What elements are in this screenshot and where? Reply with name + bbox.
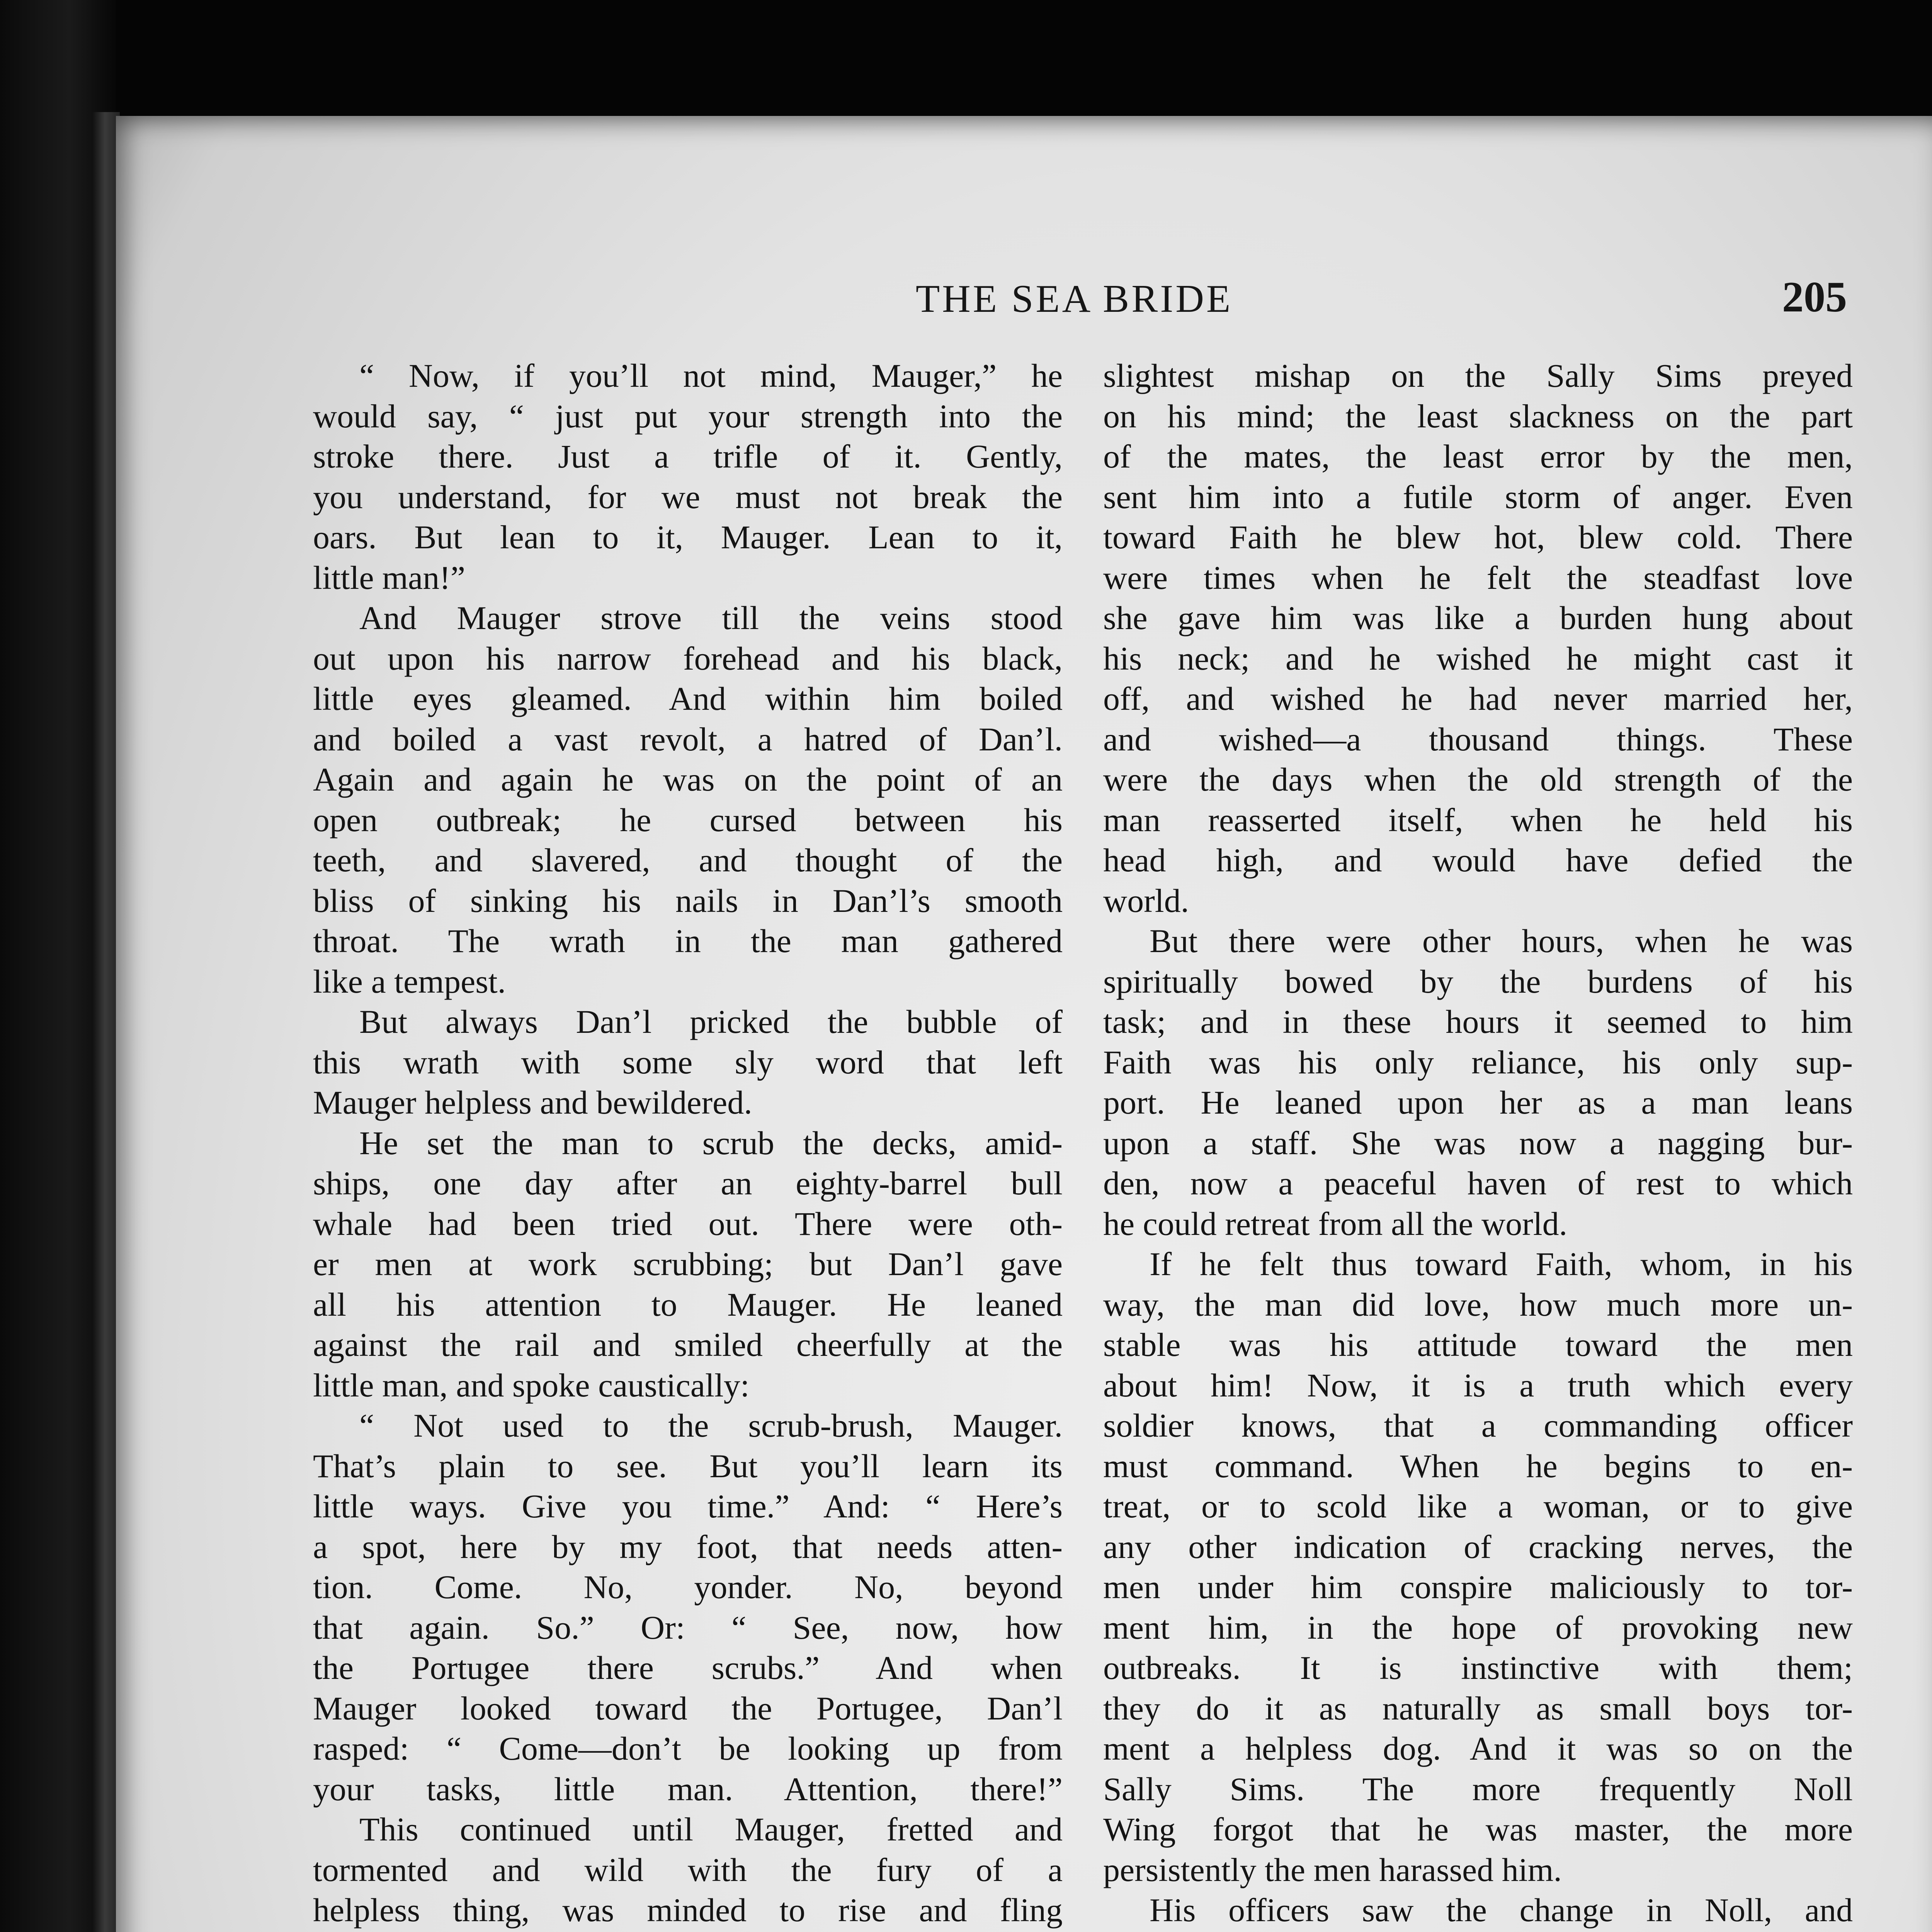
text-line: way, the man did love, how much more un- (1103, 1286, 1853, 1323)
text-line: er men at work scrubbing; but Dan’l gave (313, 1245, 1063, 1282)
text-line: little eyes gleamed. And within him boiled (313, 680, 1063, 717)
text-line: whale had been tried out. There were oth- (313, 1205, 1063, 1242)
text-line: Mauger helpless and bewildered. (313, 1084, 752, 1121)
text-column-left (313, 355, 1063, 1932)
text-line: But always Dan’l pricked the bubble of (359, 1003, 1063, 1040)
text-line: would say, “ just put your strength into the (313, 397, 1063, 435)
text-line: little ways. Give you time.” And: “ Here’s (313, 1488, 1063, 1525)
text-line: ment him, in the hope of provoking new (1103, 1609, 1853, 1646)
text-line: His officers saw the change in Noll, and (1150, 1891, 1853, 1929)
text-line: about him! Now, it is a truth which every (1103, 1366, 1853, 1404)
running-title: THE SEA BRIDE (915, 277, 1233, 321)
text-line: teeth, and slavered, and thought of the (313, 842, 1063, 879)
text-line: stroke there. Just a trifle of it. Gently, (313, 438, 1063, 475)
text-line: of the mates, the least error by the men, (1103, 438, 1853, 475)
text-line: soldier knows, that a commanding officer (1103, 1407, 1853, 1444)
text-line: like a tempest. (313, 963, 506, 1000)
text-line: head high, and would have defied the (1103, 842, 1853, 879)
text-line: Wing forgot that he was master, the more (1103, 1811, 1853, 1848)
text-line: task; and in these hours it seemed to him (1103, 1003, 1853, 1040)
text-line: “ Not used to the scrub-brush, Mauger. (359, 1407, 1063, 1444)
text-line: Again and again he was on the point of an (313, 761, 1063, 798)
text-line: your tasks, little man. Attention, there!” (313, 1770, 1063, 1808)
text-line: you understand, for we must not break the (313, 478, 1063, 515)
text-line: off, and wished he had never married her, (1103, 680, 1853, 717)
text-line: he could retreat from all the world. (1103, 1205, 1568, 1242)
text-line: outbreaks. It is instinctive with them; (1103, 1649, 1853, 1686)
text-line: man reasserted itself, when he held his (1103, 801, 1853, 838)
text-line: slightest mishap on the Sally Sims preyed (1103, 357, 1853, 394)
text-line: port. He leaned upon her as a man leans (1103, 1084, 1853, 1121)
text-line: little man!” (313, 559, 466, 596)
text-line: open outbreak; he cursed between his (313, 801, 1063, 838)
text-line: den, now a peaceful haven of rest to which (1103, 1165, 1853, 1202)
text-line: toward Faith he blew hot, blew cold. There (1103, 519, 1853, 556)
text-line: And Mauger strove till the veins stood (359, 599, 1063, 636)
text-line: all his attention to Mauger. He leaned (313, 1286, 1063, 1323)
text-line: any other indication of cracking nerves, the (1103, 1528, 1853, 1565)
text-line: He set the man to scrub the decks, amid- (359, 1124, 1063, 1162)
text-column-right (1103, 355, 1853, 1932)
text-line: this wrath with some sly word that left (313, 1043, 1063, 1081)
text-line: the Portugee there scrubs.” And when (313, 1649, 1063, 1686)
text-line: spiritually bowed by the burdens of his (1103, 963, 1853, 1000)
text-line: “ Now, if you’ll not mind, Mauger,” he (359, 357, 1063, 394)
text-line (1103, 1930, 1853, 1932)
text-line: were the days when the old strength of the (1103, 761, 1853, 798)
text-line: persistently the men harassed him. (1103, 1851, 1562, 1888)
text-line: Sally Sims. The more frequently Noll (1103, 1770, 1853, 1808)
text-line: This continued until Mauger, fretted and (359, 1811, 1063, 1848)
text-line: Mauger looked toward the Portugee, Dan’l (313, 1689, 1063, 1727)
text-line: That’s plain to see. But you’ll learn its (313, 1447, 1063, 1485)
text-line: on his mind; the least slackness on the part (1103, 397, 1853, 435)
page-number: 205 (1782, 273, 1847, 321)
text-line (313, 1930, 1063, 1932)
text-line: she gave him was like a burden hung about (1103, 599, 1853, 636)
text-line: his neck; and he wished he might cast it (1103, 639, 1853, 677)
text-line: stable was his attitude toward the men (1103, 1326, 1853, 1363)
text-line: Faith was his only reliance, his only sup- (1103, 1043, 1853, 1081)
text-line: helpless thing, was minded to rise and fling (313, 1891, 1063, 1929)
text-line: rasped: “ Come—don’t be looking up from (313, 1730, 1063, 1767)
text-line: oars. But lean to it, Mauger. Lean to it, (313, 519, 1063, 556)
text-line: men under him conspire maliciously to tor- (1103, 1568, 1853, 1605)
text-line: were times when he felt the steadfast love (1103, 559, 1853, 596)
text-line: that again. So.” Or: “ See, now, how (313, 1609, 1063, 1646)
text-line: sent him into a futile storm of anger. Even (1103, 478, 1853, 515)
text-line: ment a helpless dog. And it was so on the (1103, 1730, 1853, 1767)
text-line: little man, and spoke caustically: (313, 1366, 750, 1404)
text-line: upon a staff. She was now a nagging bur- (1103, 1124, 1853, 1162)
text-line: and wished—a thousand things. These (1103, 720, 1853, 758)
running-head (301, 272, 1847, 327)
text-line: But there were other hours, when he was (1150, 922, 1853, 959)
text-line: throat. The wrath in the man gathered (313, 922, 1063, 959)
text-line: out upon his narrow forehead and his black, (313, 639, 1063, 677)
text-line: bliss of sinking his nails in Dan’l’s smooth (313, 882, 1063, 919)
text-line: If he felt thus toward Faith, whom, in his (1150, 1245, 1853, 1282)
text-line: and boiled a vast revolt, a hatred of Dan’l. (313, 720, 1063, 758)
text-line: a spot, here by my foot, that needs atten- (313, 1528, 1063, 1565)
text-line: against the rail and smiled cheerfully at the (313, 1326, 1063, 1363)
text-line: tion. Come. No, yonder. No, beyond (313, 1568, 1063, 1605)
text-line: tormented and wild with the fury of a (313, 1851, 1063, 1888)
text-line: treat, or to scold like a woman, or to give (1103, 1488, 1853, 1525)
text-line: must command. When he begins to en- (1103, 1447, 1853, 1485)
text-line: ships, one day after an eighty-barrel bull (313, 1165, 1063, 1202)
text-line: world. (1103, 882, 1189, 919)
text-line: they do it as naturally as small boys tor- (1103, 1689, 1853, 1727)
